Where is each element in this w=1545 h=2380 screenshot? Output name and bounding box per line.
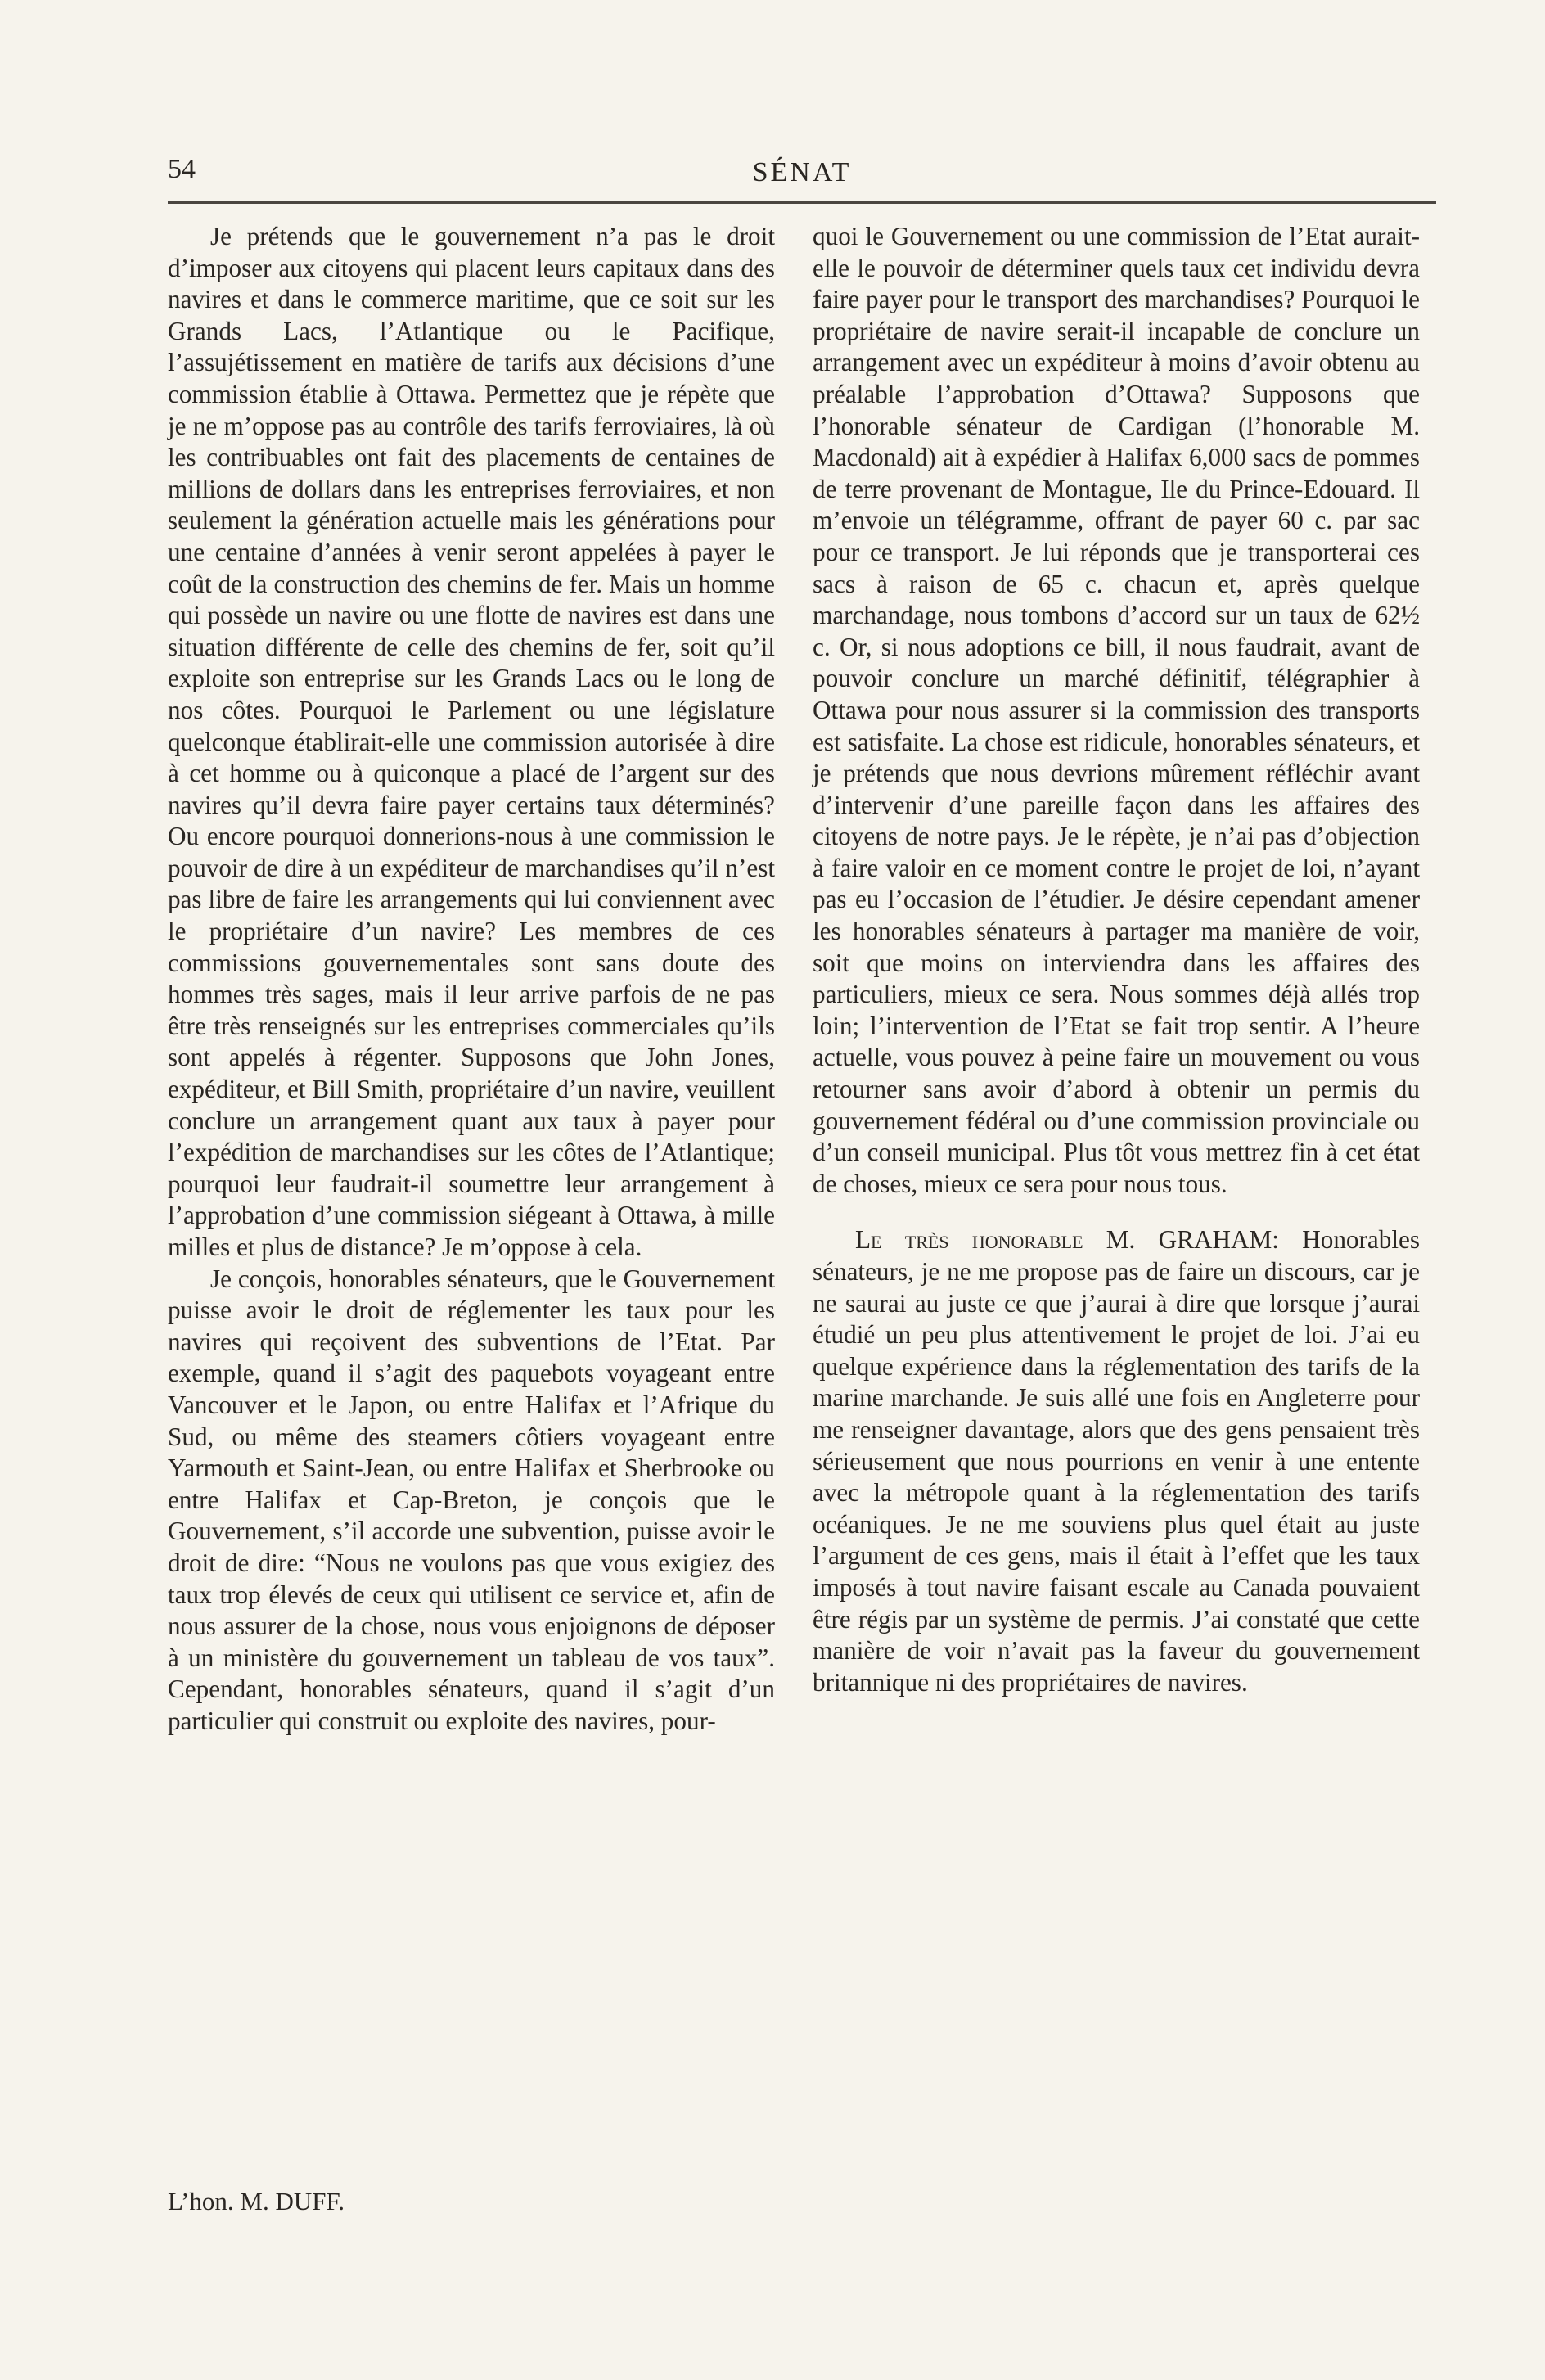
speaker-text: Honorables sénateurs, je ne me propose pas de faire un discours, car je ne saurai au juste ce que j’aurai à dire que lorsque j’aurai étudié un peu plus attentivement le projet de loi. J’ai eu quelque expérience dans la réglementation des tarifs de la marine marchande. Je suis allé une fois en Angleterre pour me renseigner davantage, alors que des gens pensaient très sérieusement que nous pourrions en venir à une entente avec la métropole quant à la réglementation des tarifs océaniques. Je ne me souviens plus quel était au juste l’argument de ces gens, mais il était à l’effet que les taux imposés à tout navire faisant escale au Canada pouvaient être régis par un système de permis. J’ai constaté que cette manière de voir n’avait pas la faveur du gouvernement britannique ni des propriétaires de navires.	[813, 1225, 1420, 1697]
speaker-paragraph	[813, 1224, 1420, 1698]
page-header	[168, 146, 1436, 195]
running-title: SÉNAT	[752, 157, 852, 187]
left-column	[168, 221, 775, 1738]
paragraph-continuation: quoi le Gouvernement ou une commission de l’Etat aurait-elle le pouvoir de déterminer quels taux cet individu devra faire payer pour le transport des marchandises? Pourquoi le propriétaire de navire serait-il incapable de conclure un arrangement avec un expéditeur à moins d’avoir obtenu au préalable l’approbation d’Ottawa? Supposons que l’honorable sénateur de Cardigan (l’honorable M. Macdonald) ait à expédier à Halifax 6,000 sacs de pommes de terre provenant de Montague, Ile du Prince-Edouard. Il m’envoie un télégramme, offrant de payer 60 c. par sac pour ce transport. Je lui réponds que je transporterai ces sacs à raison de 65 c. chacun et, après quelque marchandage, nous tombons d’accord sur un taux de 62½ c. Or, si nous adoptions ce bill, il nous faudrait, avant de pouvoir conclure un marché définitif, télégraphier à Ottawa pour nous assurer si la commission des transports est satisfaite. La chose est ridicule, honorables sénateurs, et je prétends que nous devrions mûrement réfléchir avant d’intervenir d’une pareille façon dans les affaires des citoyens de notre pays. Je le répète, je n’ai pas d’objection à faire valoir en ce moment contre le projet de loi, n’ayant pas eu l’occasion de l’étudier. Je désire cependant amener les honorables sénateurs à partager ma manière de voir, soit que moins on interviendra dans les affaires des particuliers, mieux ce sera. Nous sommes déjà allés trop loin; l’intervention de l’Etat se fait trop sentir. A l’heure actuelle, vous pouvez à peine faire un mouvement ou vous retourner sans avoir d’abord à obtenir un permis du gouvernement fédéral ou d’une commission provinciale ou d’un conseil municipal. Plus tôt vous mettrez fin à cet état de choses, mieux ce sera pour nous tous.	[813, 222, 1420, 1198]
speaker-name: Le très honorable M. GRAHAM:	[855, 1225, 1279, 1255]
header-rule	[168, 201, 1436, 204]
page-number: 54	[168, 154, 196, 184]
right-column	[813, 221, 1420, 1698]
paragraph: Je prétends que le gouvernement n’a pas le droit d’imposer aux citoyens qui placent leurs capitaux dans des navires et dans le commerce maritime, que ce soit sur les Grands Lacs, l’Atlantique ou le Pacifique, l’assujétissement en matière de tarifs aux décisions d’une commission établie à Ottawa. Permettez que je répète que je ne m’oppose pas au contrôle des tarifs ferroviaires, là où les contribuables ont fait des placements de centaines de millions de dollars dans les entreprises ferroviaires, et non seulement la génération actuelle mais les générations pour une centaine d’années à venir seront appelées à payer le coût de la construction des chemins de fer. Mais un homme qui possède un navire ou une flotte de navires est dans une situation différente de celle des chemins de fer, soit qu’il exploite son entreprise sur les Grands Lacs ou le long de nos côtes. Pourquoi le Parlement ou une législature quelconque établirait-elle une commission autorisée à dire à cet homme ou à quiconque a placé de l’argent sur des navires qu’il devra faire payer certains taux déterminés? Ou encore pourquoi donnerions-nous à une commission le pouvoir de dire à un expéditeur de marchandises qu’il n’est pas libre de faire les arrangements qui lui conviennent avec le propriétaire d’un navire? Les membres de ces commissions gouvernementales sont sans doute des hommes très sages, mais il leur arrive parfois de ne pas être très renseignés sur les entreprises commerciales qu’ils sont appelés à régenter. Supposons que John Jones, expéditeur, et Bill Smith, propriétaire d’un navire, veuillent conclure un arrangement quant aux taux à payer pour l’expédition de marchandises sur les côtes de l’Atlantique; pourquoi leur faudrait-il soumettre leur arrangement à l’approbation d’une commission siégeant à Ottawa, à mille milles et plus de distance? Je m’oppose à cela.	[168, 222, 775, 1261]
footer-speaker-reference: L’hon. M. DUFF.	[168, 2187, 345, 2215]
paragraph: Je conçois, honorables sénateurs, que le Gouvernement puisse avoir le droit de réglementer les taux pour les navires qui reçoivent des subventions de l’Etat. Par exemple, quand il s’agit des paquebots voyageant entre Vancouver et le Japon, ou entre Halifax et l’Afrique du Sud, ou même des steamers côtiers voyageant entre Yarmouth et Saint-Jean, ou entre Halifax et Sherbrooke ou entre Halifax et Cap-Breton, je conçois que le Gouvernement, s’il accorde une subvention, puisse avoir le droit de dire: “Nous ne voulons pas que vous exigiez des taux trop élevés de ceux qui utilisent ce service et, afin de nous assurer de la chose, nous vous enjoignons de déposer à un ministère du gouvernement un tableau de vos taux”. Cependant, honorables sénateurs, quand il s’agit d’un particulier qui construit ou exploite des navires, pour-	[168, 1264, 775, 1735]
